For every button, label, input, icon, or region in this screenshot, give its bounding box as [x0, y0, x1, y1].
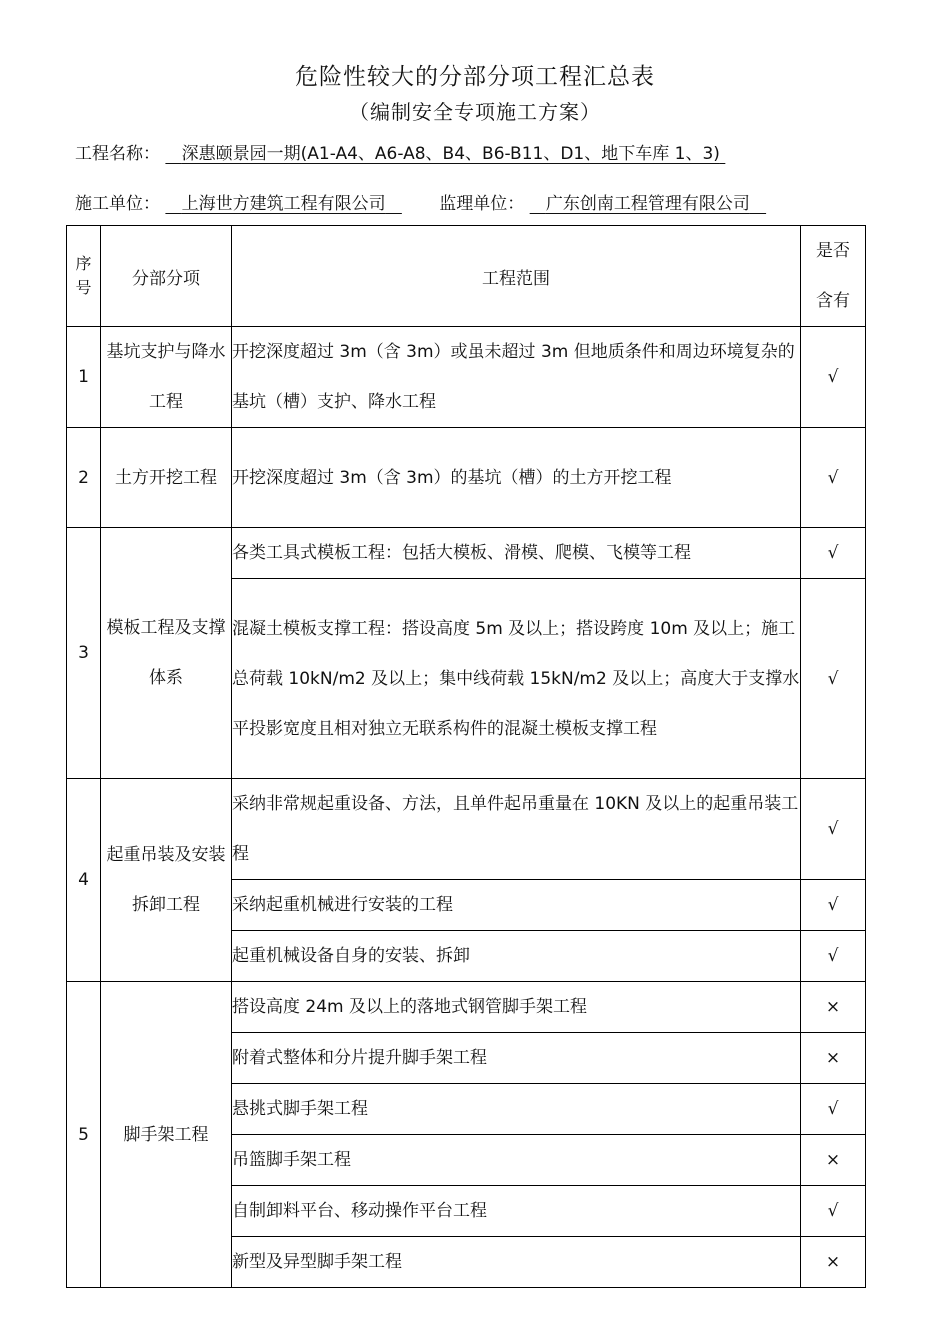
row-index: 4 — [67, 779, 101, 982]
supervision-unit-label: 监理单位： — [439, 194, 525, 214]
table-row — [67, 779, 866, 880]
row-scope: 搭设高度 24m 及以上的落地式钢管脚手架工程 — [232, 982, 801, 1033]
row-scope: 起重机械设备自身的安装、拆卸 — [232, 931, 801, 982]
row-mark: × — [801, 1033, 866, 1084]
row-mark: √ — [801, 428, 866, 528]
row-index: 2 — [67, 428, 101, 528]
row-mark: √ — [801, 1084, 866, 1135]
supervision-unit-value — [530, 194, 766, 214]
construction-unit-text: 上海世方建筑工程有限公司 — [181, 194, 386, 214]
header-category: 分部分项 — [101, 226, 232, 327]
construction-unit-value — [165, 194, 401, 214]
row-scope: 各类工具式模板工程：包括大模板、滑模、爬模、飞模等工程 — [232, 528, 801, 579]
row-scope: 采纳起重机械进行安装的工程 — [232, 880, 801, 931]
page-subtitle: （编制安全专项施工方案） — [349, 100, 601, 124]
row-scope: 混凝土模板支撑工程：搭设高度 5m 及以上；搭设跨度 10m 及以上；施工总荷载 10kN/m2 及以上；集中线荷载 15kN/m2 及以上；高度大于支撑水平投影宽度且相对独立无联系构件的混凝土模板支撑工程 — [232, 579, 801, 779]
row-scope: 新型及异型脚手架工程 — [232, 1237, 801, 1288]
row-scope: 采纳非常规起重设备、方法，且单件起吊重量在 10KN 及以上的起重吊装工程 — [232, 779, 801, 880]
row-category: 脚手架工程 — [101, 982, 232, 1288]
table-row — [67, 428, 866, 528]
row-mark: × — [801, 1237, 866, 1288]
project-name-value — [165, 144, 725, 164]
row-mark: × — [801, 982, 866, 1033]
summary-table — [66, 225, 866, 1288]
table-row — [67, 528, 866, 579]
units-info — [75, 189, 766, 214]
row-category: 土方开挖工程 — [101, 428, 232, 528]
header-index: 序号 — [67, 226, 101, 327]
row-scope: 开挖深度超过 3m（含 3m）或虽未超过 3m 但地质条件和周边环境复杂的基坑（槽）支护、降水工程 — [232, 327, 801, 428]
row-category: 基坑支护与降水工程 — [101, 327, 232, 428]
construction-unit-label: 施工单位： — [75, 194, 160, 214]
row-mark: × — [801, 1135, 866, 1186]
header-included: 是否含有 — [801, 226, 866, 327]
page-title: 危险性较大的分部分项工程汇总表 — [295, 64, 655, 90]
row-mark: √ — [801, 579, 866, 779]
row-scope: 吊篮脚手架工程 — [232, 1135, 801, 1186]
row-scope: 悬挑式脚手架工程 — [232, 1084, 801, 1135]
row-scope: 自制卸料平台、移动操作平台工程 — [232, 1186, 801, 1237]
row-index: 3 — [67, 528, 101, 779]
table-header-row — [67, 226, 866, 327]
row-index: 5 — [67, 982, 101, 1288]
project-name-label: 工程名称： — [75, 144, 160, 164]
supervision-unit-text: 广东创南工程管理有限公司 — [545, 194, 750, 214]
row-mark: √ — [801, 1186, 866, 1237]
row-category: 起重吊装及安装拆卸工程 — [101, 779, 232, 982]
row-mark: √ — [801, 880, 866, 931]
project-info — [75, 139, 725, 164]
row-mark: √ — [801, 931, 866, 982]
row-scope: 开挖深度超过 3m（含 3m）的基坑（槽）的土方开挖工程 — [232, 428, 801, 528]
table-row — [67, 982, 866, 1033]
row-mark: √ — [801, 528, 866, 579]
row-mark: √ — [801, 327, 866, 428]
table-row — [67, 327, 866, 428]
header-scope: 工程范围 — [232, 226, 801, 327]
row-mark: √ — [801, 779, 866, 880]
project-name-text: 深惠颐景园一期(A1-A4、A6-A8、B4、B6-B11、D1、地下车库 1、3) — [181, 144, 720, 164]
row-scope: 附着式整体和分片提升脚手架工程 — [232, 1033, 801, 1084]
row-category: 模板工程及支撑体系 — [101, 528, 232, 779]
row-index: 1 — [67, 327, 101, 428]
